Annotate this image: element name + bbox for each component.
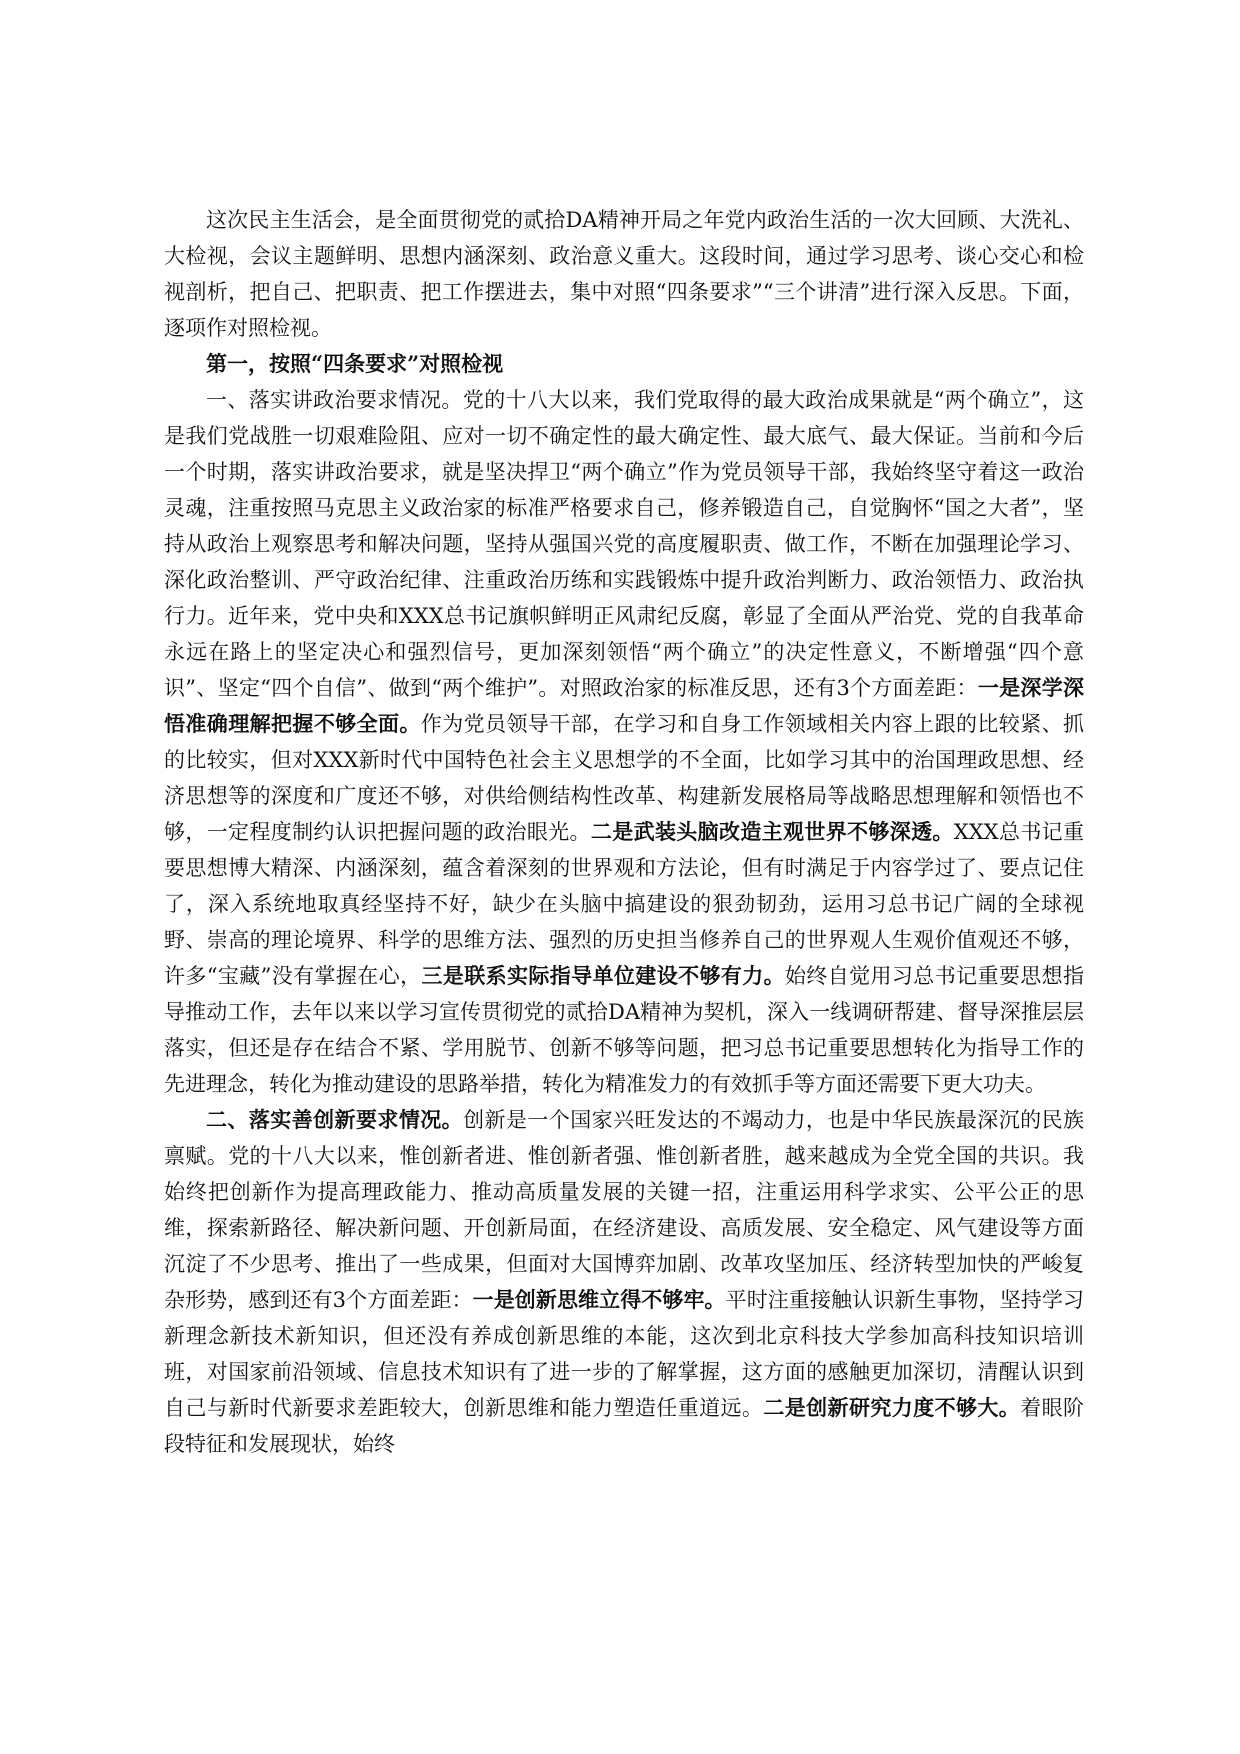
section2-bold1: 一是创新思维立得不够牢。 bbox=[472, 1287, 726, 1312]
section1-bold2: 二是武装头脑改造主观世界不够深透。 bbox=[590, 819, 954, 844]
section2-text1: 创新是一个国家兴旺发达的不竭动力，也是中华民族最深沉的民族禀赋。党的十八大以来，惟创新者进、惟创新者强、惟创新者胜，越来越成为全党全国的共识。我始终把创新作为提高理政能力、推动高质量发展的关键一招，注重运用科学求实、公平公正的思维，探索新路径、解决新问题、开创新局面，在经济建设、高质发展、安全稳定、风气建设等方面沉淀了不少思考、推出了一些成果，但面对大国博弈加剧、改革攻坚加压、经济转型加快的严峻复杂形势，感到还有3个方面差距： bbox=[164, 1108, 1085, 1312]
section1-paragraph bbox=[164, 382, 1084, 1102]
section2-paragraph bbox=[164, 1102, 1084, 1462]
section1-bold3: 三是联系实际指导单位建设不够有力。 bbox=[421, 963, 785, 988]
intro-paragraph: 这次民主生活会，是全面贯彻党的贰拾DA精神开局之年党内政治生活的一次大回顾、大洗礼、大检视，会议主题鲜明、思想内涵深刻、政治意义重大。这段时间，通过学习思考、谈心交心和检视剖析，把自己、把职责、把工作摆进去，集中对照“四条要求”“三个讲清”进行深入反思。下面，逐项作对照检视。 bbox=[164, 208, 1084, 340]
document-page bbox=[164, 202, 1084, 1462]
section1-bold1: 一是深学深悟准确理解把握不够全面。 bbox=[164, 675, 1084, 736]
section2-text2: 平时注重接触认识新生事物，坚持学习新理念新技术新知识，但还没有养成创新思维的本能，这次到北京科技大学参加高科技知识培训班，对国家前沿领域、信息技术知识有了进一步的了解掌握，这方面的感触更加深切，清醒认识到自己与新时代新要求差距较大，创新思维和能力塑造任重道远。 bbox=[164, 1288, 1084, 1420]
section2-bold2: 二是创新研究力度不够大。 bbox=[763, 1395, 1021, 1420]
section1-text1: 一、落实讲政治要求情况。党的十八大以来，我们党取得的最大政治成果就是“两个确立”，这是我们党战胜一切艰难险阻、应对一切不确定性的最大确定性、最大底气、最大保证。当前和今后一个时期，落实讲政治要求，就是坚决捍卫“两个确立”作为党员领导干部，我始终坚守着这一政治灵魂，注重按照马克思主义政治家的标准严格要求自己，修养锻造自己，自觉胸怀“国之大者”，坚持从政治上观察思考和解决问题，坚持从强国兴党的高度履职责、做工作，不断在加强理论学习、深化政治整训、严守政治纪律、注重政治历练和实践锻炼中提升政治判断力、政治领悟力、政治执行力。近年来，党中央和XXX总书记旗帜鲜明正风肃纪反腐，彰显了全面从严治党、党的自我革命永远在路上的坚定决心和强烈信号，更加深刻领悟“两个确立”的决定性意义，不断增强“四个意识”、坚定“四个自信”、做到“两个维护”。对照政治家的标准反思，还有3个方面差距： bbox=[164, 388, 1084, 700]
section1-text3: XXX总书记重要思想博大精深、内涵深刻，蕴含着深刻的世界观和方法论，但有时满足于内容学过了、要点记住了，深入系统地取真经坚持不好，缺少在头脑中搞建设的狠劲韧劲，运用习总书记广阔的全球视野、崇高的理论境界、科学的思维方法、强烈的历史担当修养自己的世界观人生观价值观还不够，许多“宝藏”没有掌握在心， bbox=[164, 820, 1085, 988]
section1-text2: 作为党员领导干部，在学习和自身工作领域相关内容上跟的比较紧、抓的比较实，但对XXX新时代中国特色社会主义思想学的不全面，比如学习其中的治国理政思想、经济思想等的深度和广度还不够，对供给侧结构性改革、构建新发展格局等战略思想理解和领悟也不够，一定程度制约认识把握问题的政治眼光。 bbox=[164, 712, 1084, 844]
section2-text3: 着眼阶段特征和发展现状，始终 bbox=[164, 1396, 1085, 1456]
section1-text4: 始终自觉用习总书记重要思想指导推动工作，去年以来以学习宣传贯彻党的贰拾DA精神为契机，深入一线调研帮建、督导深推层层落实，但还是存在结合不紧、学用脱节、创新不够等问题，把习总书记重要思想转化为指导工作的先进理念，转化为推动建设的思路举措，转化为精准发力的有效抓手等方面还需要下更大功夫。 bbox=[164, 964, 1084, 1096]
section-heading-four-requirements: 第一，按照“四条要求”对照检视 bbox=[206, 351, 504, 376]
section2-title: 二、落实善创新要求情况。 bbox=[206, 1107, 464, 1132]
